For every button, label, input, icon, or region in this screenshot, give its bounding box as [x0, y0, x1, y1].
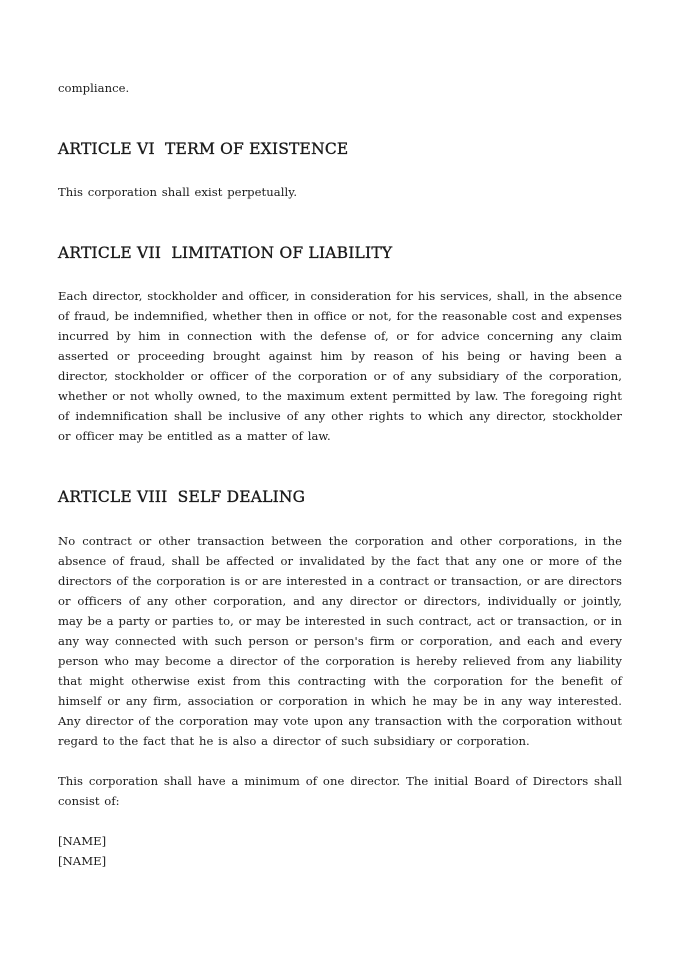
article-vi-heading: ARTICLE VI TERM OF EXISTENCE	[58, 140, 349, 158]
article-viii-heading: ARTICLE VIII SELF DEALING	[58, 488, 306, 506]
board-of-directors-paragraph: This corporation shall have a minimum of one director. The initial Board of Directors shall consist of:	[58, 774, 622, 808]
article-vii-heading: ARTICLE VII LIMITATION OF LIABILITY	[58, 244, 393, 262]
lead-fragment: compliance.	[58, 81, 130, 95]
article-vii-paragraph: Each director, stockholder and officer, in consideration for his services, shall, in the absence of fraud, be indemnified, whether then in office or not, for the reasonable cost and expenses incurred by him in connection with the defense of, or for advice concerning any claim asserted or proceeding brought against him by reason of his being or having been a director, stockholder or officer of the corporation or of any subsidiary of the corporation, whether or not wholly owned, to the maximum extent permitted by law. The foregoing right of indemnification shall be inclusive of any other rights to which any director, stockholder or officer may be entitled as a matter of law.	[58, 289, 622, 443]
director-name-placeholder: [NAME]	[58, 854, 107, 868]
director-list	[58, 831, 622, 871]
article-vi-paragraph: This corporation shall exist perpetually.	[58, 185, 298, 199]
director-name-placeholder: [NAME]	[58, 834, 107, 848]
article-viii-paragraph: No contract or other transaction between the corporation and other corporations, in the absence of fraud, shall be affected or invalidated by the fact that any one or more of the directors of the corporation is or are interested in a contract or transaction, or are directors or officers of any other corporation, and any director or directors, individually or jointly, may be a party or parties to, or may be interested in such contract, act or transaction, or in any way connected with such person or person's firm or corporation, and each and every person who may become a director of the corporation is hereby relieved from any liability that might otherwise exist from this contracting with the corporation for the benefit of himself or any firm, association or corporation in which he may be in any way interested. Any director of the corporation may vote upon any transaction with the corporation without regard to the fact that he is also a director of such subsidiary or corporation.	[58, 534, 622, 748]
